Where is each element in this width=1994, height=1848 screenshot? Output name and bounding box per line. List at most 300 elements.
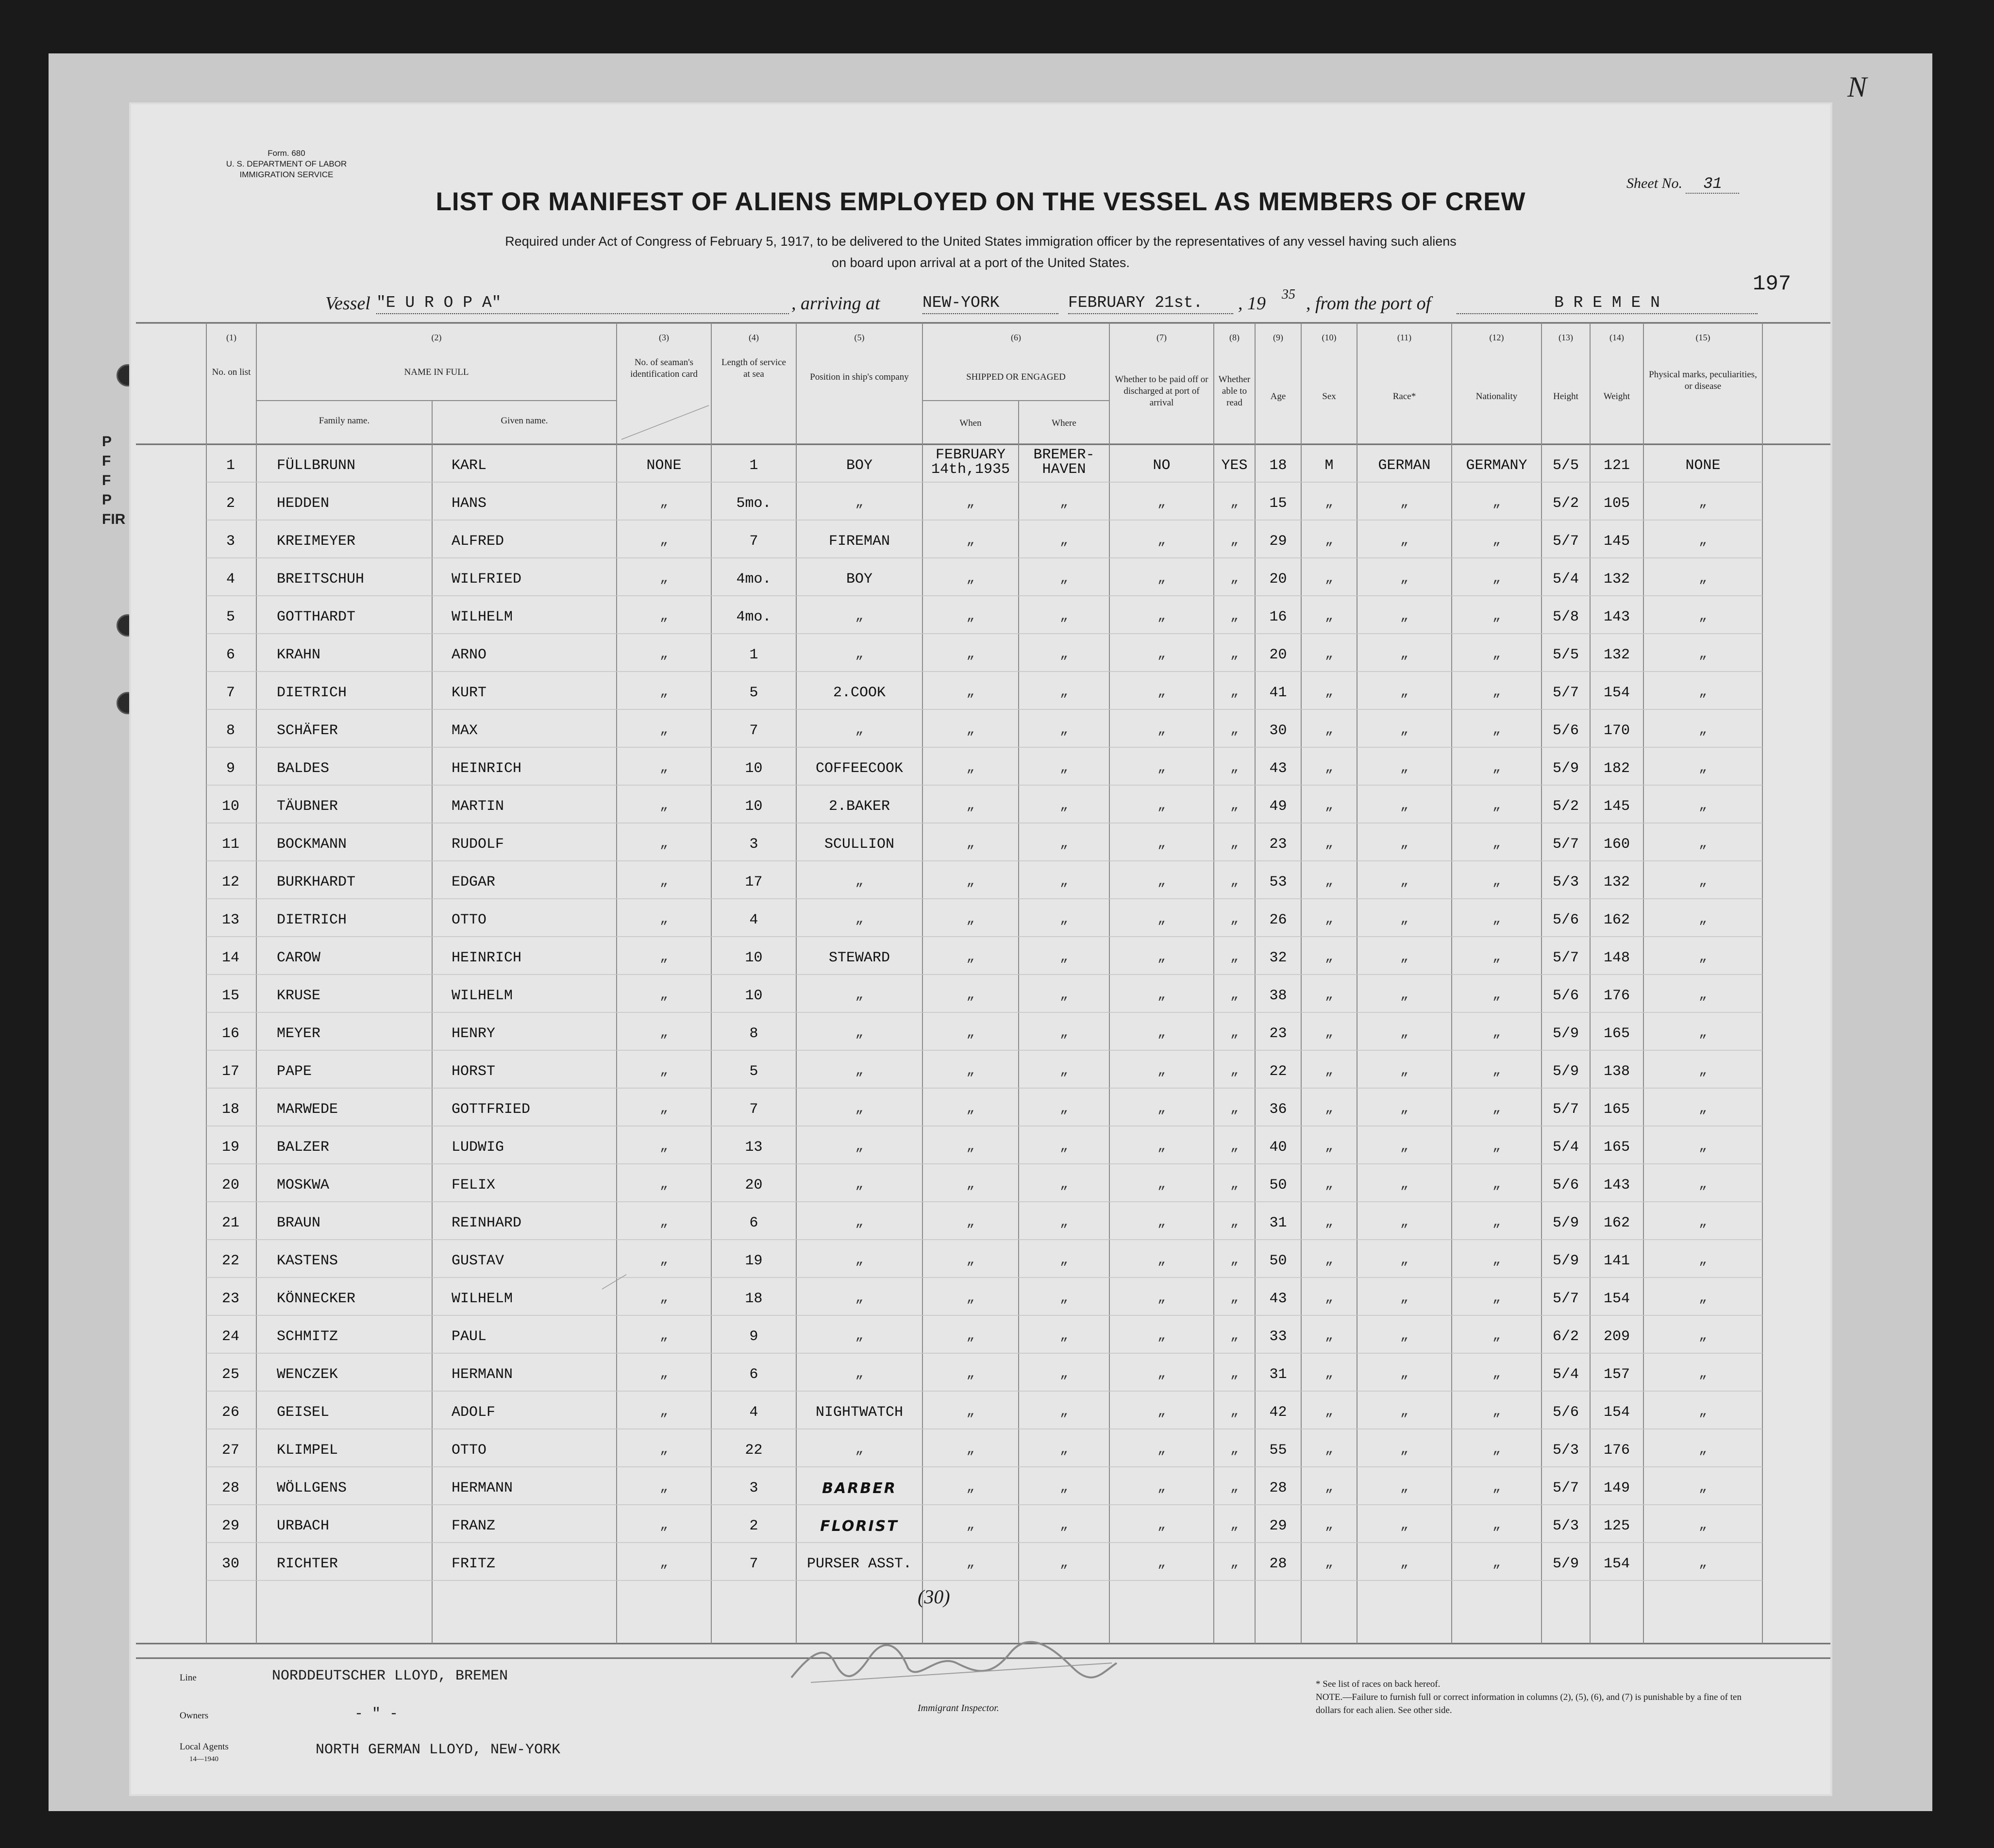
cell-family-name: CAROW bbox=[277, 950, 321, 966]
cell-shipped-when: „ bbox=[966, 722, 975, 738]
edge-letter: F bbox=[102, 472, 111, 488]
cell-row-number: 24 bbox=[221, 1328, 239, 1345]
cell-able-to-read: „ bbox=[1230, 950, 1239, 965]
cell-nationality: „ bbox=[1492, 1404, 1501, 1419]
cell-seaman-id: „ bbox=[660, 1291, 668, 1306]
cell-family-name: KÖNNECKER bbox=[277, 1291, 356, 1307]
cell-sex: „ bbox=[1325, 1253, 1333, 1268]
cell-race: „ bbox=[1400, 722, 1408, 738]
table-row bbox=[131, 1242, 1830, 1280]
cell-shipped-where: „ bbox=[1060, 1177, 1068, 1192]
cell-nationality: „ bbox=[1492, 722, 1501, 738]
cell-height: 5/8 bbox=[1552, 609, 1579, 625]
cell-able-to-read: „ bbox=[1230, 836, 1239, 851]
cell-length-of-service: 3 bbox=[749, 1480, 758, 1496]
arriving-port: NEW-YORK bbox=[922, 294, 1058, 314]
cell-family-name: MEYER bbox=[277, 1025, 321, 1042]
cell-height: 6/2 bbox=[1552, 1328, 1579, 1345]
cell-seaman-id: „ bbox=[660, 1063, 668, 1078]
cell-row-number: 10 bbox=[221, 798, 239, 815]
cell-family-name: RICHTER bbox=[277, 1556, 338, 1572]
cell-given-name: WILHELM bbox=[452, 609, 513, 625]
cell-given-name: EDGAR bbox=[452, 874, 496, 890]
col-num: (11) bbox=[1397, 333, 1412, 342]
cell-weight: 154 bbox=[1603, 1556, 1630, 1572]
cell-sex: „ bbox=[1325, 685, 1333, 700]
header-where: Where bbox=[1052, 418, 1076, 428]
cell-paid-off: „ bbox=[1157, 798, 1166, 813]
cell-nationality: „ bbox=[1492, 760, 1501, 775]
cell-able-to-read: „ bbox=[1230, 722, 1239, 738]
cell-length-of-service: 8 bbox=[749, 1025, 758, 1042]
cell-physical-marks: „ bbox=[1699, 912, 1707, 927]
cell-seaman-id: „ bbox=[660, 950, 668, 965]
cell-given-name: ADOLF bbox=[452, 1404, 496, 1421]
cell-race: „ bbox=[1400, 571, 1408, 586]
cell-seaman-id: „ bbox=[660, 1556, 668, 1571]
table-row bbox=[131, 977, 1830, 1015]
cell-sex: „ bbox=[1325, 495, 1333, 510]
cell-race: „ bbox=[1400, 1253, 1408, 1268]
cell-paid-off: „ bbox=[1157, 647, 1166, 662]
cell-length-of-service: 5 bbox=[749, 1063, 758, 1080]
table-row bbox=[131, 1015, 1830, 1053]
cell-able-to-read: „ bbox=[1230, 1556, 1239, 1571]
table-row bbox=[131, 1318, 1830, 1356]
cell-weight: 209 bbox=[1603, 1328, 1630, 1345]
cell-height: 5/9 bbox=[1552, 1215, 1579, 1231]
cell-shipped-where: „ bbox=[1060, 1366, 1068, 1381]
col-num: (14) bbox=[1609, 333, 1624, 342]
cell-race: „ bbox=[1400, 1063, 1408, 1078]
cell-shipped-when: „ bbox=[966, 988, 975, 1003]
vessel-line bbox=[131, 289, 1830, 323]
cell-given-name: GOTTFRIED bbox=[452, 1101, 531, 1118]
cell-weight: 154 bbox=[1603, 1291, 1630, 1307]
cell-length-of-service: 6 bbox=[749, 1215, 758, 1231]
cell-row-number: 29 bbox=[221, 1518, 239, 1534]
cell-given-name: OTTO bbox=[452, 1442, 487, 1459]
cell-sex: „ bbox=[1325, 647, 1333, 662]
cell-shipped-where: „ bbox=[1060, 722, 1068, 738]
cell-position: „ bbox=[855, 647, 864, 662]
cell-shipped-when: „ bbox=[966, 495, 975, 510]
col-num: (8) bbox=[1229, 333, 1240, 342]
cell-position: „ bbox=[855, 1291, 864, 1306]
cell-row-number: 26 bbox=[221, 1404, 239, 1421]
cell-family-name: SCHÄFER bbox=[277, 722, 338, 739]
table-row bbox=[131, 485, 1830, 522]
cell-shipped-where: „ bbox=[1060, 950, 1068, 965]
header-paid-off: Whether to be paid off or discharged at port of arrival bbox=[1115, 374, 1208, 408]
cell-family-name: TÄUBNER bbox=[277, 798, 338, 815]
cell-length-of-service: 7 bbox=[749, 722, 758, 739]
cell-seaman-id: „ bbox=[660, 1442, 668, 1457]
cell-paid-off: „ bbox=[1157, 1063, 1166, 1078]
cell-physical-marks: „ bbox=[1699, 760, 1707, 775]
cell-shipped-when: „ bbox=[966, 874, 975, 889]
cell-race: „ bbox=[1400, 1101, 1408, 1116]
cell-height: 5/7 bbox=[1552, 950, 1579, 966]
cell-family-name: WÖLLGENS bbox=[277, 1480, 347, 1496]
cell-given-name: GUSTAV bbox=[452, 1253, 504, 1269]
cell-seaman-id: „ bbox=[660, 685, 668, 700]
cell-nationality: „ bbox=[1492, 1253, 1501, 1268]
cell-height: 5/7 bbox=[1552, 836, 1579, 853]
cell-height: 5/2 bbox=[1552, 495, 1579, 512]
cell-shipped-where: „ bbox=[1060, 1442, 1068, 1457]
vessel-label: Vessel bbox=[325, 293, 370, 314]
cell-weight: 132 bbox=[1603, 571, 1630, 588]
total-count: (30) bbox=[918, 1586, 950, 1608]
cell-row-number: 25 bbox=[221, 1366, 239, 1383]
cell-position: BOY bbox=[846, 571, 872, 588]
cell-row-number: 8 bbox=[226, 722, 235, 739]
cell-length-of-service: 1 bbox=[749, 647, 758, 663]
header-race: Race* bbox=[1392, 391, 1416, 402]
cell-able-to-read: „ bbox=[1230, 1101, 1239, 1116]
cell-nationality: „ bbox=[1492, 495, 1501, 510]
cell-age: 42 bbox=[1269, 1404, 1287, 1421]
cell-seaman-id: „ bbox=[660, 1215, 668, 1230]
cell-physical-marks: „ bbox=[1699, 798, 1707, 813]
cell-length-of-service: 7 bbox=[749, 1101, 758, 1118]
cell-shipped-where: „ bbox=[1060, 1025, 1068, 1041]
cell-nationality: „ bbox=[1492, 836, 1501, 851]
cell-sex: „ bbox=[1325, 1063, 1333, 1078]
cell-length-of-service: 3 bbox=[749, 836, 758, 853]
inspector-label: Immigrant Inspector. bbox=[918, 1703, 999, 1714]
cell-position: „ bbox=[855, 1253, 864, 1268]
cell-row-number: 19 bbox=[221, 1139, 239, 1156]
cell-row-number: 14 bbox=[221, 950, 239, 966]
cell-shipped-where: „ bbox=[1060, 912, 1068, 927]
cell-position: „ bbox=[855, 722, 864, 738]
cell-able-to-read: „ bbox=[1230, 1442, 1239, 1457]
cell-length-of-service: 18 bbox=[745, 1291, 763, 1307]
cell-height: 5/7 bbox=[1552, 533, 1579, 550]
cell-shipped-where: „ bbox=[1060, 495, 1068, 510]
cell-length-of-service: 7 bbox=[749, 533, 758, 550]
cell-shipped-when: „ bbox=[966, 647, 975, 662]
cell-paid-off: „ bbox=[1157, 1480, 1166, 1495]
agents-code: 14—1940 bbox=[189, 1755, 218, 1763]
cell-age: 43 bbox=[1269, 1291, 1287, 1307]
cell-shipped-when: „ bbox=[966, 836, 975, 851]
cell-sex: „ bbox=[1325, 760, 1333, 775]
cell-physical-marks: „ bbox=[1699, 1556, 1707, 1571]
cell-shipped-when: „ bbox=[966, 798, 975, 813]
cell-given-name: ARNO bbox=[452, 647, 487, 663]
cell-seaman-id: „ bbox=[660, 1253, 668, 1268]
cell-shipped-when: „ bbox=[966, 1063, 975, 1078]
cell-family-name: MOSKWA bbox=[277, 1177, 330, 1193]
cell-sex: „ bbox=[1325, 874, 1333, 889]
cell-paid-off: „ bbox=[1157, 685, 1166, 700]
cell-race: „ bbox=[1400, 647, 1408, 662]
cell-paid-off: „ bbox=[1157, 1556, 1166, 1571]
cell-able-to-read: „ bbox=[1230, 1518, 1239, 1533]
cell-age: 28 bbox=[1269, 1556, 1287, 1572]
cell-row-number: 2 bbox=[226, 495, 235, 512]
cell-shipped-where: „ bbox=[1060, 609, 1068, 624]
cell-given-name: RUDOLF bbox=[452, 836, 504, 853]
cell-physical-marks: „ bbox=[1699, 1101, 1707, 1116]
cell-weight: 154 bbox=[1603, 685, 1630, 701]
cell-shipped-where: „ bbox=[1060, 1139, 1068, 1154]
cell-physical-marks: „ bbox=[1699, 1404, 1707, 1419]
cell-shipped-when: „ bbox=[966, 1518, 975, 1533]
cell-shipped-where: „ bbox=[1060, 1518, 1068, 1533]
cell-row-number: 28 bbox=[221, 1480, 239, 1496]
cell-shipped-where: „ bbox=[1060, 571, 1068, 586]
cell-age: 23 bbox=[1269, 836, 1287, 853]
cell-given-name: ALFRED bbox=[452, 533, 504, 550]
cell-weight: 145 bbox=[1603, 533, 1630, 550]
cell-paid-off: „ bbox=[1157, 609, 1166, 624]
cell-family-name: SCHMITZ bbox=[277, 1328, 338, 1345]
cell-physical-marks: „ bbox=[1699, 571, 1707, 586]
cell-length-of-service: 20 bbox=[745, 1177, 763, 1193]
cell-paid-off: „ bbox=[1157, 1139, 1166, 1154]
line-label: Line bbox=[180, 1673, 197, 1683]
sheet-number-field bbox=[1626, 175, 1739, 194]
corner-handwritten-mark: N bbox=[1847, 71, 1867, 103]
cell-seaman-id: „ bbox=[660, 798, 668, 813]
penalty-note: NOTE.—Failure to furnish full or correct information in columns (2), (5), (6), and (7) is punishable by a fine of ten dollars for each alien. See other side. bbox=[1316, 1692, 1742, 1715]
cell-line: 14th,1935 bbox=[931, 461, 1010, 478]
cell-physical-marks: NONE bbox=[1685, 457, 1721, 474]
cell-nationality: „ bbox=[1492, 685, 1501, 700]
cell-sex: „ bbox=[1325, 1366, 1333, 1381]
cell-paid-off: „ bbox=[1157, 722, 1166, 738]
cell-sex: „ bbox=[1325, 988, 1333, 1003]
cell-length-of-service: 19 bbox=[745, 1253, 763, 1269]
cell-paid-off: „ bbox=[1157, 1518, 1166, 1533]
cell-row-number: 22 bbox=[221, 1253, 239, 1269]
cell-race: „ bbox=[1400, 1404, 1408, 1419]
cell-height: 5/6 bbox=[1552, 912, 1579, 928]
cell-weight: 149 bbox=[1603, 1480, 1630, 1496]
cell-weight: 160 bbox=[1603, 836, 1630, 853]
col-num: (15) bbox=[1695, 333, 1710, 342]
cell-family-name: BURKHARDT bbox=[277, 874, 356, 890]
cell-age: 55 bbox=[1269, 1442, 1287, 1459]
cell-length-of-service: 13 bbox=[745, 1139, 763, 1156]
table-row bbox=[131, 712, 1830, 750]
cell-seaman-id: „ bbox=[660, 1101, 668, 1116]
cell-able-to-read: „ bbox=[1230, 609, 1239, 624]
form-block bbox=[189, 148, 384, 180]
cell-able-to-read: „ bbox=[1230, 988, 1239, 1003]
cell-given-name: MAX bbox=[452, 722, 478, 739]
cell-height: 5/6 bbox=[1552, 1177, 1579, 1193]
cell-row-number: 1 bbox=[226, 457, 235, 474]
cell-race: „ bbox=[1400, 988, 1408, 1003]
cell-shipped-where: „ bbox=[1060, 533, 1068, 548]
requirement-text bbox=[325, 231, 1636, 273]
cell-race: „ bbox=[1400, 685, 1408, 700]
cell-seaman-id: „ bbox=[660, 609, 668, 624]
cell-sex: „ bbox=[1325, 722, 1333, 738]
header-name-in-full: NAME IN FULL bbox=[404, 367, 469, 377]
cell-position: SCULLION bbox=[824, 836, 895, 853]
header-no-on-list: No. on list bbox=[212, 367, 251, 377]
cell-sex: „ bbox=[1325, 533, 1333, 548]
table-row bbox=[131, 560, 1830, 598]
cell-paid-off: NO bbox=[1153, 457, 1171, 474]
header-shipped: SHIPPED OR ENGAGED bbox=[966, 372, 1066, 382]
col-num: (6) bbox=[1011, 333, 1021, 342]
cell-sex: „ bbox=[1325, 950, 1333, 965]
cell-shipped-where: „ bbox=[1060, 1253, 1068, 1268]
cell-height: 5/4 bbox=[1552, 1139, 1579, 1156]
cell-family-name: URBACH bbox=[277, 1518, 330, 1534]
cell-sex: „ bbox=[1325, 1291, 1333, 1306]
cell-sex: „ bbox=[1325, 1480, 1333, 1495]
cell-seaman-id: „ bbox=[660, 722, 668, 738]
cell-nationality: „ bbox=[1492, 1215, 1501, 1230]
cell-row-number: 13 bbox=[221, 912, 239, 928]
cell-position: PURSER ASST. bbox=[806, 1556, 912, 1572]
cell-paid-off: „ bbox=[1157, 1328, 1166, 1344]
cell-seaman-id: „ bbox=[660, 1404, 668, 1419]
cell-shipped-where: „ bbox=[1060, 1063, 1068, 1078]
table-row bbox=[131, 522, 1830, 560]
department-name: U. S. DEPARTMENT OF LABOR bbox=[226, 159, 347, 168]
cell-length-of-service: 9 bbox=[749, 1328, 758, 1345]
table-row bbox=[131, 1431, 1830, 1469]
cell-race: „ bbox=[1400, 1442, 1408, 1457]
cell-age: 32 bbox=[1269, 950, 1287, 966]
cell-row-number: 3 bbox=[226, 533, 235, 550]
cell-able-to-read: „ bbox=[1230, 1215, 1239, 1230]
cell-nationality: „ bbox=[1492, 1328, 1501, 1344]
header-family-name: Family name. bbox=[318, 416, 370, 426]
table-row bbox=[131, 1053, 1830, 1091]
cell-given-name: KARL bbox=[452, 457, 487, 474]
cell-given-name: HERMANN bbox=[452, 1480, 513, 1496]
inspector-signature bbox=[782, 1634, 1122, 1687]
cell-position: „ bbox=[855, 609, 864, 624]
cell-seaman-id: „ bbox=[660, 836, 668, 851]
cell-given-name: MARTIN bbox=[452, 798, 504, 815]
cell-family-name: BREITSCHUH bbox=[277, 571, 365, 588]
cell-able-to-read: „ bbox=[1230, 1063, 1239, 1078]
cell-sex: „ bbox=[1325, 1101, 1333, 1116]
cell-paid-off: „ bbox=[1157, 1442, 1166, 1457]
cell-paid-off: „ bbox=[1157, 1404, 1166, 1419]
cell-length-of-service: 1 bbox=[749, 457, 758, 474]
table-row bbox=[131, 901, 1830, 939]
header-nationality: Nationality bbox=[1475, 391, 1518, 402]
cell-family-name: WENCZEK bbox=[277, 1366, 338, 1383]
cell-seaman-id: „ bbox=[660, 571, 668, 586]
cell-seaman-id: „ bbox=[660, 1480, 668, 1495]
page-number: 197 bbox=[1753, 272, 1792, 296]
cell-physical-marks: „ bbox=[1699, 722, 1707, 738]
cell-weight: 121 bbox=[1603, 457, 1630, 474]
cell-height: 5/9 bbox=[1552, 1253, 1579, 1269]
cell-weight: 141 bbox=[1603, 1253, 1630, 1269]
table-row bbox=[131, 674, 1830, 712]
cell-race: „ bbox=[1400, 1291, 1408, 1306]
cell-length-of-service: 17 bbox=[745, 874, 763, 890]
cell-weight: 125 bbox=[1603, 1518, 1630, 1534]
cell-height: 5/9 bbox=[1552, 760, 1579, 777]
cell-able-to-read: „ bbox=[1230, 1480, 1239, 1495]
cell-race: „ bbox=[1400, 609, 1408, 624]
cell-weight: 148 bbox=[1603, 950, 1630, 966]
cell-length-of-service: 5 bbox=[749, 685, 758, 701]
cell-given-name: WILHELM bbox=[452, 988, 513, 1004]
cell-row-number: 17 bbox=[221, 1063, 239, 1080]
cell-age: 50 bbox=[1269, 1177, 1287, 1193]
cell-line: FEBRUARY bbox=[935, 447, 1006, 463]
cell-seaman-id: „ bbox=[660, 495, 668, 510]
cell-paid-off: „ bbox=[1157, 950, 1166, 965]
edge-letter: F bbox=[102, 453, 111, 469]
cell-row-number: 23 bbox=[221, 1291, 239, 1307]
cell-family-name: GOTTHARDT bbox=[277, 609, 356, 625]
cell-weight: 165 bbox=[1603, 1025, 1630, 1042]
cell-family-name: GEISEL bbox=[277, 1404, 330, 1421]
cell-shipped-where: „ bbox=[1060, 1101, 1068, 1116]
cell-family-name: BALDES bbox=[277, 760, 330, 777]
cell-race: „ bbox=[1400, 1177, 1408, 1192]
table-row bbox=[131, 598, 1830, 636]
cell-row-number: 15 bbox=[221, 988, 239, 1004]
cell-given-name: REINHARD bbox=[452, 1215, 522, 1231]
cell-family-name: MARWEDE bbox=[277, 1101, 338, 1118]
cell-sex: M bbox=[1324, 457, 1334, 474]
cell-family-name: BRAUN bbox=[277, 1215, 321, 1231]
cell-position: „ bbox=[855, 1215, 864, 1230]
cell-height: 5/3 bbox=[1552, 1442, 1579, 1459]
arriving-label: , arriving at bbox=[791, 293, 880, 314]
cell-sex: „ bbox=[1325, 798, 1333, 813]
cell-row-number: 12 bbox=[221, 874, 239, 890]
cell-row-number: 11 bbox=[221, 836, 239, 853]
cell-race: „ bbox=[1400, 836, 1408, 851]
cell-sex: „ bbox=[1325, 912, 1333, 927]
cell-length-of-service: 10 bbox=[745, 798, 763, 815]
cell-family-name: BOCKMANN bbox=[277, 836, 347, 853]
cell-seaman-id: „ bbox=[660, 1025, 668, 1041]
cell-sex: „ bbox=[1325, 609, 1333, 624]
cell-seaman-id: „ bbox=[660, 1518, 668, 1533]
cell-position: „ bbox=[855, 1177, 864, 1192]
cell-physical-marks: „ bbox=[1699, 1518, 1707, 1533]
cell-length-of-service: 10 bbox=[745, 760, 763, 777]
header-able-read: Whether able to read bbox=[1218, 374, 1251, 408]
cell-able-to-read: „ bbox=[1230, 533, 1239, 548]
table-row bbox=[131, 1128, 1830, 1166]
cell-physical-marks: „ bbox=[1699, 950, 1707, 965]
cell-age: 26 bbox=[1269, 912, 1287, 928]
cell-length-of-service: 6 bbox=[749, 1366, 758, 1383]
agents-value: NORTH GERMAN LLOYD, NEW-YORK bbox=[316, 1742, 561, 1758]
cell-shipped-when: „ bbox=[966, 760, 975, 775]
cell-shipped-when: „ bbox=[966, 1139, 975, 1154]
cell-given-name: HERMANN bbox=[452, 1366, 513, 1383]
cell-length-of-service: 2 bbox=[749, 1518, 758, 1534]
agents-label: Local Agents bbox=[180, 1742, 229, 1752]
cell-weight: 162 bbox=[1603, 912, 1630, 928]
cell-height: 5/9 bbox=[1552, 1025, 1579, 1042]
cell-seaman-id: „ bbox=[660, 647, 668, 662]
cell-seaman-id: NONE bbox=[646, 457, 682, 474]
